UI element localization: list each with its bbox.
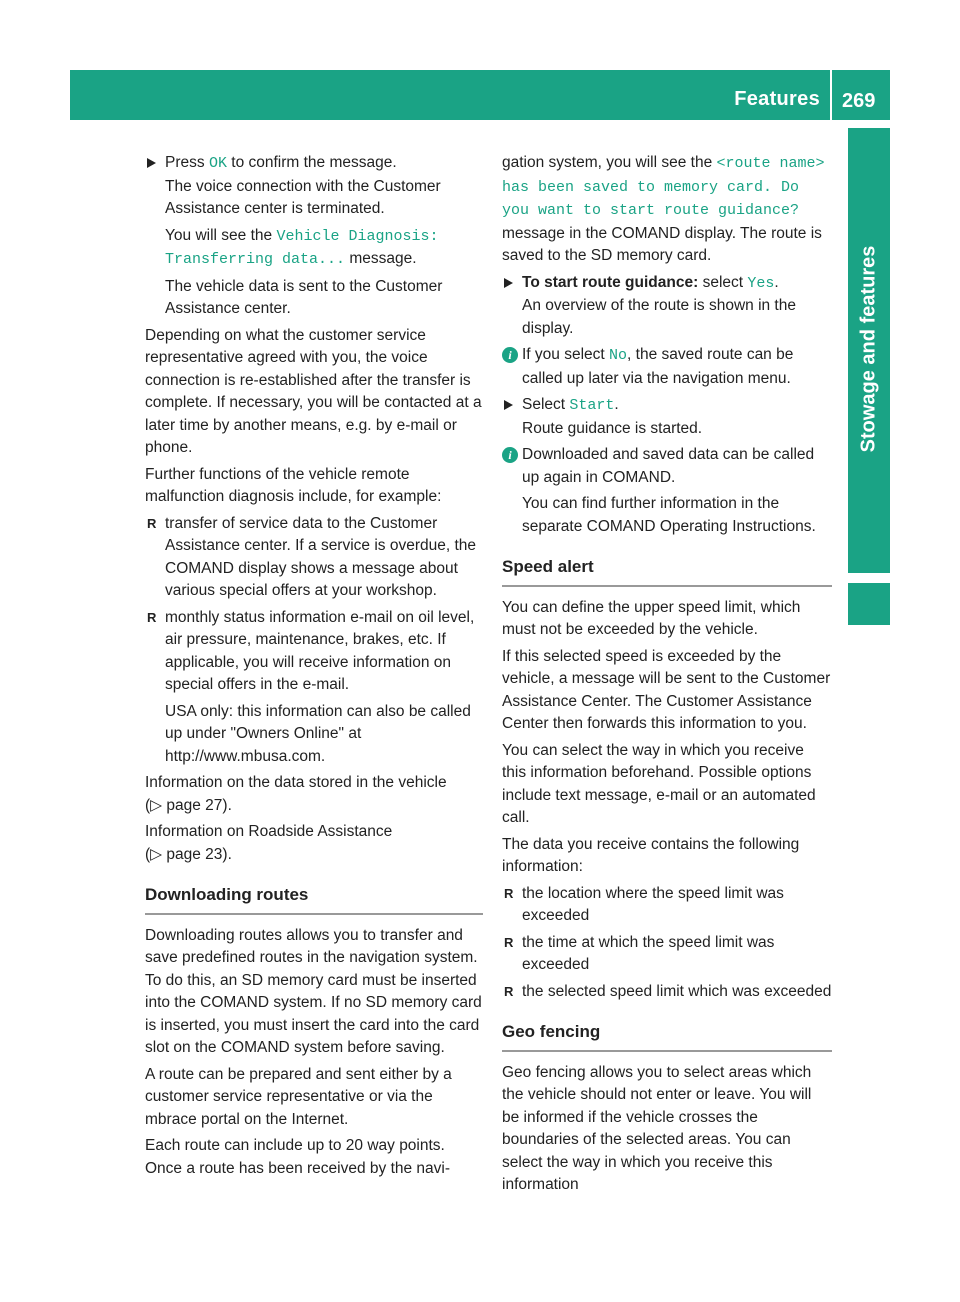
paragraph: The data you receive contains the following information: [502, 835, 800, 875]
bullet-item: R the time at which the speed limit was exceeded [502, 932, 832, 977]
step-result: Route guidance is started. [522, 419, 703, 437]
info-note [502, 344, 832, 390]
text: Downloaded and saved data can be called up again in COMAND. [522, 446, 815, 486]
text: . [774, 273, 779, 291]
text: . [614, 396, 619, 413]
paragraph: You can define the upper speed limit, which must not be exceeded by the vehicle. [502, 598, 801, 638]
step-result: An overview of the route is shown in the display. [522, 297, 796, 337]
no-code: No [609, 347, 628, 364]
section-heading: Speed alert [502, 556, 832, 587]
step-press-ok [145, 152, 483, 221]
info-note [502, 444, 832, 489]
text: select [702, 273, 744, 291]
text: gation system, you will see the [502, 154, 713, 171]
text: message in the COMAND display. The route is saved to the SD memory card. [502, 224, 822, 264]
page-link[interactable]: (▷ page 27). [145, 796, 232, 814]
paragraph: You can find further information in the separate COMAND Operating Instructions. [522, 495, 816, 535]
start-code: Start [569, 397, 615, 414]
paragraph: Downloading routes allows you to transfer and save predefined routes in the navigation system. To do this, an SD memory card must be inserted into the COMAND system. If no SD memory card is inserted, you must insert the card into the card slot on the COMAND system before saving. [145, 926, 482, 1056]
step-text: to confirm the message. [231, 154, 397, 171]
step-text: Press [165, 154, 205, 171]
text: Select [522, 396, 566, 413]
bullet-item: R monthly status information e-mail on oil level, air pressure, maintenance, brakes, etc. If applicable, you will receive information on special offers in the e-mail. [145, 607, 483, 697]
step-start-guidance [502, 272, 832, 341]
section-heading: Downloading routes [145, 884, 483, 915]
bullet-item: R the location where the speed limit was exceeded [502, 883, 832, 928]
ok-code: OK [208, 155, 227, 172]
right-column [502, 152, 832, 1201]
page-number: 269 [842, 90, 876, 112]
text: message. [349, 250, 417, 267]
left-column [145, 152, 483, 1184]
header-divider [830, 70, 832, 120]
cross-reference [145, 772, 483, 817]
paragraph: If this selected speed is exceeded by the vehicle, a message will be sent to the Customer Assistance Center. The Customer Assistance Center then forwards this information to you. [502, 647, 831, 732]
page-link[interactable]: (▷ page 23). [145, 845, 232, 863]
paragraph: Depending on what the customer service representative agreed with you, the voice connection is re-established after the transfer is complete. If necessary, you will be contacted at a later time by another means, e.g. by e-mail or phone. [145, 326, 482, 456]
step-select-start [502, 394, 832, 440]
bullet-item: R the selected speed limit which was exceeded [502, 981, 832, 1004]
data-sent: The vehicle data is sent to the Customer Assistance center. [165, 277, 443, 317]
section-heading: Geo fencing [502, 1021, 832, 1052]
paragraph: You can select the way in which you receive this information beforehand. Possible options include text message, e-mail or an automated call. [502, 741, 816, 826]
info-icon: i [502, 447, 518, 463]
step-result: The voice connection with the Customer Assistance center is terminated. [165, 177, 441, 217]
info-icon: i [502, 347, 518, 363]
step-label: To start route guidance: [522, 273, 699, 291]
text: You will see the [165, 226, 273, 244]
text: Information on Roadside Assistance [145, 823, 393, 840]
page-title: Features [734, 88, 820, 110]
usa-note: USA only: this information can also be called up under "Owners Online" at http://www.mbusa.com. [165, 702, 471, 765]
text: , the saved route can be called up later via the navigation menu. [522, 346, 794, 387]
bullet-item: R transfer of service data to the Customer Assistance center. If a service is overdue, the COMAND display shows a message about various special offers at your workshop. [145, 513, 483, 603]
cross-reference [145, 821, 483, 866]
diagnosis-code: Vehicle Diagnosis: Transferring data... [165, 227, 439, 268]
side-marker [848, 583, 890, 625]
paragraph: Each route can include up to 20 way points. Once a route has been received by the navi- [145, 1137, 451, 1177]
paragraph: A route can be prepared and sent either by a customer service representative or via the mbrace portal on the Internet. [145, 1065, 452, 1128]
yes-code: Yes [747, 274, 775, 292]
side-tab-label: Stowage and features [857, 245, 880, 453]
text: Information on the data stored in the vehicle [145, 774, 447, 791]
route-saved-code: <route name> has been saved to memory card. Do you want to start route guidance? [502, 155, 825, 219]
see-message [145, 225, 483, 272]
paragraph: Further functions of the vehicle remote malfunction diagnosis include, for example: [145, 465, 442, 505]
paragraph [502, 152, 832, 268]
text: If you select [522, 346, 605, 363]
paragraph: Geo fencing allows you to select areas which the vehicle should not enter or leave. You will be informed if the vehicle crosses the boundaries of the selected areas. You can select the way in which you receive this information [502, 1063, 812, 1193]
